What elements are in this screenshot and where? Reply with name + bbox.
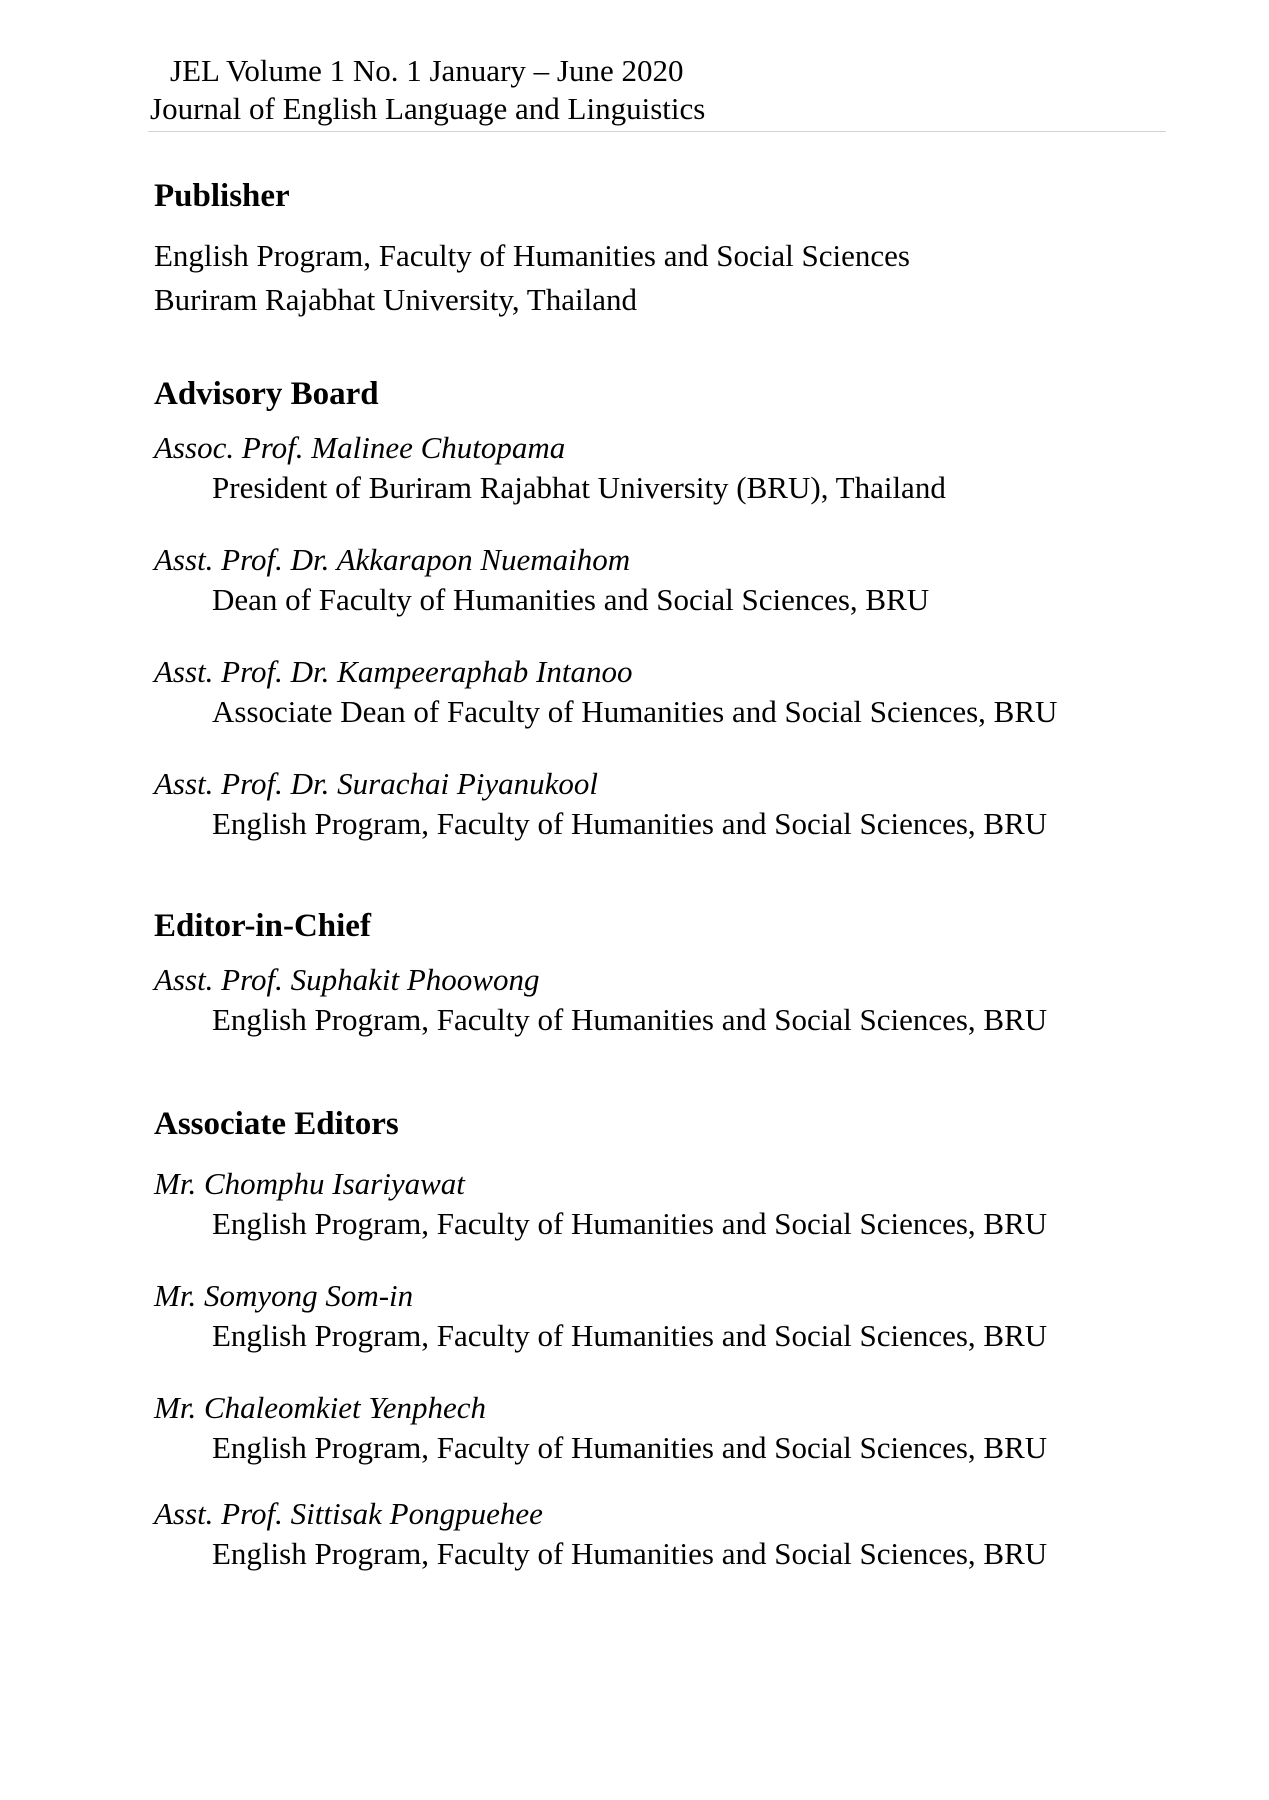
journal-title-line: Journal of English Language and Linguistics xyxy=(150,91,706,126)
associate-editors-section xyxy=(154,1104,1184,1574)
member-name: Mr. Somyong Som-in xyxy=(154,1278,414,1313)
member-affiliation: English Program, Faculty of Humanities and Social Sciences, BRU xyxy=(212,1536,1048,1571)
member-entry xyxy=(154,1164,1184,1244)
member-name: Asst. Prof. Dr. Surachai Piyanukool xyxy=(154,766,599,801)
member-entry xyxy=(154,1276,1184,1356)
editor-in-chief-section xyxy=(154,906,1184,1040)
section-title-editor-in-chief: Editor-in-Chief xyxy=(154,908,371,944)
header-divider xyxy=(148,131,1166,132)
member-affiliation: Associate Dean of Faculty of Humanities and Social Sciences, BRU xyxy=(212,694,1058,729)
member-name: Asst. Prof. Suphakit Phoowong xyxy=(154,962,540,997)
member-entry xyxy=(154,960,1184,1040)
advisory-board-section xyxy=(154,374,1184,844)
member-name: Mr. Chomphu Isariyawat xyxy=(154,1166,465,1201)
member-affiliation: President of Buriram Rajabhat University (BRU), Thailand xyxy=(212,470,946,505)
member-affiliation: English Program, Faculty of Humanities and Social Sciences, BRU xyxy=(212,1430,1048,1465)
member-entry xyxy=(154,1494,1184,1574)
member-name: Asst. Prof. Sittisak Pongpuehee xyxy=(154,1496,543,1531)
member-entry xyxy=(154,428,1184,508)
member-entry xyxy=(154,1388,1184,1468)
member-name: Assoc. Prof. Malinee Chutopama xyxy=(154,430,566,465)
journal-issue-line: JEL Volume 1 No. 1 January – June 2020 xyxy=(170,53,684,88)
publisher-line: Buriram Rajabhat University, Thailand xyxy=(154,282,637,317)
member-affiliation: English Program, Faculty of Humanities and Social Sciences, BRU xyxy=(212,1318,1048,1353)
running-header xyxy=(150,52,1166,128)
member-entry xyxy=(154,540,1184,620)
member-affiliation: English Program, Faculty of Humanities and Social Sciences, BRU xyxy=(212,806,1048,841)
member-affiliation: Dean of Faculty of Humanities and Social Sciences, BRU xyxy=(212,582,930,617)
member-name: Asst. Prof. Dr. Kampeeraphab Intanoo xyxy=(154,654,633,689)
member-affiliation: English Program, Faculty of Humanities and Social Sciences, BRU xyxy=(212,1002,1048,1037)
section-title-advisory-board: Advisory Board xyxy=(154,376,379,412)
member-entry xyxy=(154,652,1184,732)
member-name: Asst. Prof. Dr. Akkarapon Nuemaihom xyxy=(154,542,631,577)
member-name: Mr. Chaleomkiet Yenphech xyxy=(154,1390,487,1425)
publisher-line: English Program, Faculty of Humanities and Social Sciences xyxy=(154,238,910,273)
publisher-section xyxy=(154,176,1184,322)
section-title-publisher: Publisher xyxy=(154,178,290,214)
member-affiliation: English Program, Faculty of Humanities and Social Sciences, BRU xyxy=(212,1206,1048,1241)
member-entry xyxy=(154,764,1184,844)
section-title-associate-editors: Associate Editors xyxy=(154,1106,399,1142)
